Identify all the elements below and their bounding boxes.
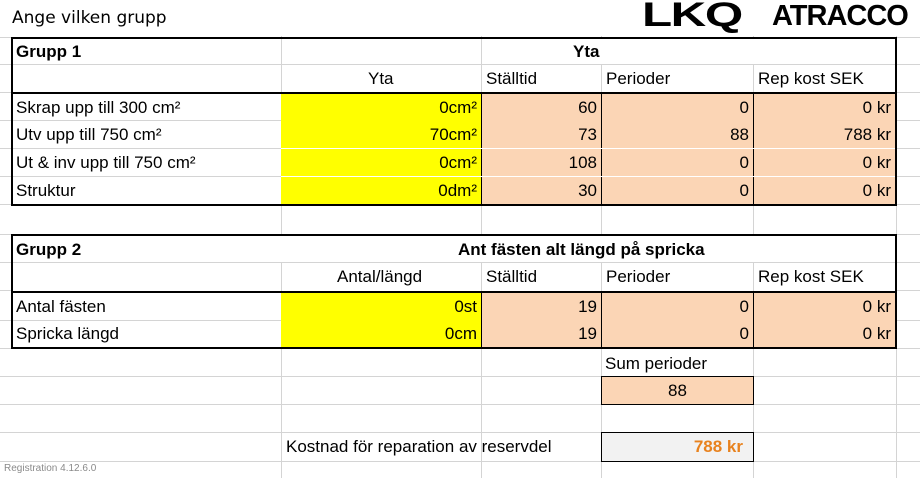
row-label: Skrap upp till 300 cm² xyxy=(16,98,181,117)
group1-title: Grupp 1 xyxy=(16,42,82,61)
sum-perioder-value: 88 xyxy=(601,376,754,405)
kost-value: 0 kr xyxy=(754,320,895,347)
row-label: Spricka längd xyxy=(16,324,120,343)
row-label: Ut & inv upp till 750 cm² xyxy=(16,153,196,172)
perioder-value: 0 xyxy=(602,320,754,347)
area-input[interactable]: 70cm² xyxy=(281,121,482,148)
stalltid-value: 73 xyxy=(482,121,602,148)
perioder-value: 0 xyxy=(602,149,754,176)
registration-version: Registration 4.12.6.0 xyxy=(4,463,97,474)
total-amount: 788 kr xyxy=(693,437,743,456)
total-value xyxy=(601,432,754,462)
group2-header-perioder: Perioder xyxy=(606,267,671,286)
group2-header-kost: Rep kost SEK xyxy=(758,267,864,286)
atracco-logo: ATRACCO xyxy=(772,0,908,32)
kost-value: 0 kr xyxy=(754,177,895,204)
kost-value: 0 kr xyxy=(754,293,895,320)
group1-header-perioder: Perioder xyxy=(606,69,671,88)
row-label: Utv upp till 750 cm² xyxy=(16,125,162,144)
total-label: Kostnad för reparation av reservdel xyxy=(286,437,552,456)
lkq-logo: LKQ xyxy=(642,0,742,34)
kost-value: 788 kr xyxy=(754,121,895,148)
perioder-value: 88 xyxy=(602,121,754,148)
length-input[interactable]: 0cm xyxy=(281,320,482,347)
group2-header-stalltid: Ställtid xyxy=(486,267,538,286)
perioder-value: 0 xyxy=(602,177,754,204)
sum-perioder-label: Sum perioder xyxy=(605,354,708,373)
group1-header-kost: Rep kost SEK xyxy=(758,69,864,88)
group1-header-yta: Yta xyxy=(368,69,394,88)
row-label: Struktur xyxy=(16,181,76,200)
stalltid-value: 19 xyxy=(482,293,602,320)
group2-header-antal: Antal/längd xyxy=(337,267,423,286)
stalltid-value: 30 xyxy=(482,177,602,204)
stalltid-value: 108 xyxy=(482,149,602,176)
group2-section-title: Ant fästen alt längd på spricka xyxy=(458,240,705,259)
area-input[interactable]: 0dm² xyxy=(281,177,482,204)
stalltid-value: 19 xyxy=(482,320,602,347)
group1-section-title: Yta xyxy=(573,42,600,61)
kost-value: 0 kr xyxy=(754,149,895,176)
kost-value: 0 kr xyxy=(754,94,895,121)
row-label: Antal fästen xyxy=(16,297,106,316)
group-selector-label: Ange vilken grupp xyxy=(12,8,167,28)
group1-header-stalltid: Ställtid xyxy=(486,69,538,88)
area-input[interactable]: 0cm² xyxy=(281,94,482,121)
stalltid-value: 60 xyxy=(482,94,602,121)
area-input[interactable]: 0cm² xyxy=(281,149,482,176)
count-input[interactable]: 0st xyxy=(281,293,482,320)
perioder-value: 0 xyxy=(602,293,754,320)
group2-title: Grupp 2 xyxy=(16,240,82,259)
perioder-value: 0 xyxy=(602,94,754,121)
